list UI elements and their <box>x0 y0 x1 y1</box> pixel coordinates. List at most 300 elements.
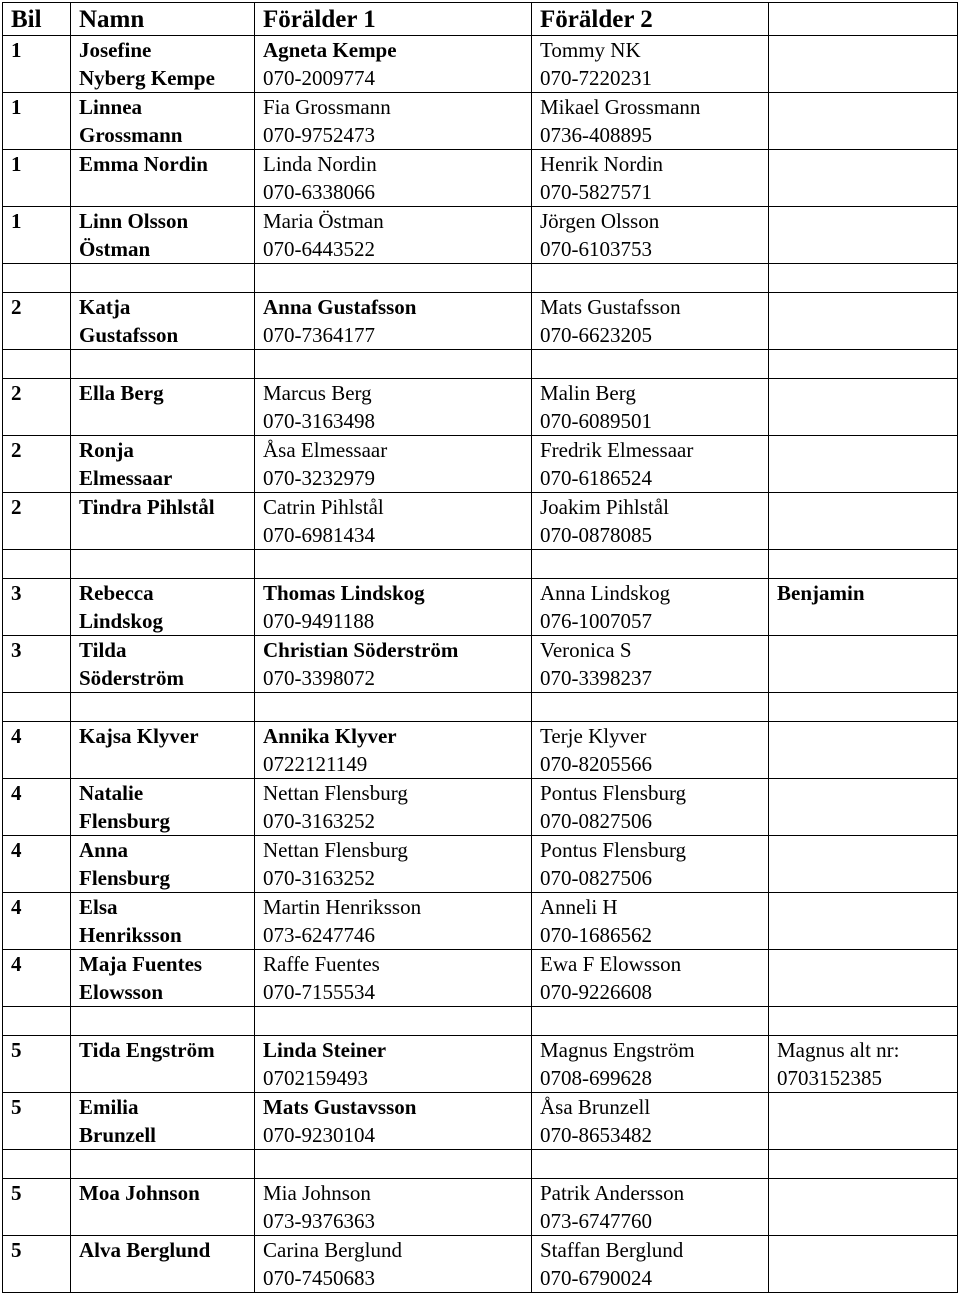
parent-1-cell-line-1: Raffe Fuentes <box>263 952 380 976</box>
bil-cell: 1 <box>3 93 71 150</box>
extra-cell <box>769 636 958 693</box>
name-cell-line-2: Elowsson <box>79 980 164 1004</box>
parent-1-cell <box>255 436 532 493</box>
extra-cell-line-2 <box>777 864 957 892</box>
spacer-row <box>3 350 958 379</box>
table-row <box>3 207 958 264</box>
parent-2-cell-line-1: Pontus Flensburg <box>540 838 687 862</box>
parent-1-cell <box>255 93 532 150</box>
parent-1-cell-line-1: Mats Gustavsson <box>263 1095 417 1119</box>
parent-1-cell-line-2: 070-7450683 <box>263 1266 375 1290</box>
spacer-cell <box>255 1150 532 1179</box>
header-bil: Bil <box>3 3 71 36</box>
bil-cell: 2 <box>3 379 71 436</box>
parent-2-cell-line-1: Henrik Nordin <box>540 152 664 176</box>
parent-1-cell <box>255 1093 532 1150</box>
spacer-cell <box>3 550 71 579</box>
extra-cell-line-1 <box>777 1236 957 1264</box>
spacer-cell <box>532 264 769 293</box>
name-cell-line-1: Josefine <box>79 38 152 62</box>
extra-cell <box>769 36 958 93</box>
name-cell <box>71 293 255 350</box>
name-cell-line-1: Rebecca <box>79 581 154 605</box>
parent-1-cell <box>255 1179 532 1236</box>
parent-2-cell <box>532 36 769 93</box>
extra-cell <box>769 893 958 950</box>
parent-2-cell <box>532 207 769 264</box>
extra-cell-line-1: Magnus alt nr: <box>777 1038 900 1062</box>
header-row <box>3 3 958 36</box>
spacer-cell <box>769 1007 958 1036</box>
spacer-cell <box>532 693 769 722</box>
parent-2-cell <box>532 1236 769 1293</box>
bil-cell: 5 <box>3 1179 71 1236</box>
parent-1-cell-line-2: 070-7364177 <box>263 323 375 347</box>
name-cell <box>71 636 255 693</box>
spacer-cell <box>769 1150 958 1179</box>
name-cell-line-2 <box>79 1207 254 1235</box>
name-cell-line-1: Linn Olsson <box>79 209 189 233</box>
name-cell-line-2: Söderström <box>79 666 184 690</box>
parent-1-cell <box>255 836 532 893</box>
parent-2-cell-line-2: 070-6103753 <box>540 237 652 261</box>
name-cell-line-2: Östman <box>79 237 151 261</box>
name-cell <box>71 436 255 493</box>
table-row <box>3 836 958 893</box>
extra-cell-line-2 <box>777 664 957 692</box>
name-cell-line-2: Flensburg <box>79 866 171 890</box>
parent-2-cell <box>532 150 769 207</box>
name-cell-line-1: Kajsa Klyver <box>79 724 199 748</box>
extra-cell <box>769 493 958 550</box>
extra-cell-line-2 <box>777 178 957 206</box>
name-cell-line-1: Maja Fuentes <box>79 952 203 976</box>
parent-2-cell-line-2: 0736-408895 <box>540 123 652 147</box>
parent-2-cell-line-2: 070-8205566 <box>540 752 652 776</box>
parent-1-cell <box>255 493 532 550</box>
parent-1-cell <box>255 636 532 693</box>
extra-cell-line-2 <box>777 607 957 635</box>
name-cell-line-2 <box>79 521 254 549</box>
spacer-cell <box>769 264 958 293</box>
spacer-cell <box>3 264 71 293</box>
name-cell-line-1: Emma Nordin <box>79 152 208 176</box>
table-row <box>3 1179 958 1236</box>
spacer-cell <box>255 550 532 579</box>
extra-cell-line-1 <box>777 636 957 664</box>
name-cell <box>71 779 255 836</box>
parent-2-cell-line-2: 070-6089501 <box>540 409 652 433</box>
name-cell-line-2: Henriksson <box>79 923 182 947</box>
spacer-cell <box>71 1150 255 1179</box>
table-row <box>3 36 958 93</box>
spacer-cell <box>769 693 958 722</box>
parent-1-cell-line-1: Fia Grossmann <box>263 95 391 119</box>
parent-2-cell-line-1: Anna Lindskog <box>540 581 671 605</box>
name-cell-line-2 <box>79 407 254 435</box>
extra-cell-line-2 <box>777 407 957 435</box>
parent-1-cell <box>255 893 532 950</box>
spacer-row <box>3 1007 958 1036</box>
extra-cell-line-1 <box>777 1093 957 1121</box>
spacer-cell <box>71 550 255 579</box>
table-row <box>3 1036 958 1093</box>
extra-cell <box>769 779 958 836</box>
parent-1-cell-line-1: Carina Berglund <box>263 1238 403 1262</box>
parent-1-cell-line-1: Mia Johnson <box>263 1181 371 1205</box>
extra-cell <box>769 579 958 636</box>
extra-cell-line-2 <box>777 64 957 92</box>
parent-2-cell <box>532 893 769 950</box>
parent-2-cell-line-1: Joakim Pihlstål <box>540 495 669 519</box>
spacer-cell <box>3 693 71 722</box>
spacer-cell <box>3 1150 71 1179</box>
spacer-cell <box>255 264 532 293</box>
spacer-cell <box>71 1007 255 1036</box>
bil-cell: 4 <box>3 722 71 779</box>
parent-2-cell-line-2: 070-6790024 <box>540 1266 652 1290</box>
parent-2-cell-line-1: Tommy NK <box>540 38 641 62</box>
extra-cell-line-2 <box>777 1121 957 1149</box>
parent-2-cell-line-2: 070-0827506 <box>540 809 652 833</box>
bil-cell: 4 <box>3 836 71 893</box>
name-cell <box>71 950 255 1007</box>
parent-2-cell <box>532 636 769 693</box>
parent-2-cell-line-2: 070-0827506 <box>540 866 652 890</box>
parent-1-cell-line-2: 070-3163252 <box>263 866 375 890</box>
table-row <box>3 950 958 1007</box>
extra-cell-line-2 <box>777 464 957 492</box>
name-cell <box>71 1036 255 1093</box>
parent-1-cell-line-1: Nettan Flensburg <box>263 781 408 805</box>
parent-2-cell-line-1: Jörgen Olsson <box>540 209 660 233</box>
name-cell-line-1: Tilda <box>79 638 127 662</box>
parent-2-cell-line-2: 070-9226608 <box>540 980 652 1004</box>
parent-2-cell-line-1: Patrik Andersson <box>540 1181 685 1205</box>
name-cell-line-2 <box>79 750 254 778</box>
table-row <box>3 93 958 150</box>
bil-cell: 3 <box>3 579 71 636</box>
parent-2-cell <box>532 950 769 1007</box>
parent-1-cell-line-2: 070-2009774 <box>263 66 375 90</box>
parent-1-cell <box>255 207 532 264</box>
extra-cell-line-1 <box>777 207 957 235</box>
bil-cell: 2 <box>3 493 71 550</box>
parent-2-cell-line-1: Malin Berg <box>540 381 636 405</box>
table-row <box>3 493 958 550</box>
extra-cell-line-1 <box>777 36 957 64</box>
parent-2-cell <box>532 722 769 779</box>
name-cell-line-2: Nyberg Kempe <box>79 66 215 90</box>
extra-cell-line-2 <box>777 921 957 949</box>
extra-cell-line-2 <box>777 235 957 263</box>
parent-1-cell <box>255 1236 532 1293</box>
parent-2-cell <box>532 779 769 836</box>
name-cell <box>71 493 255 550</box>
parent-1-cell-line-1: Linda Nordin <box>263 152 377 176</box>
spacer-row <box>3 1150 958 1179</box>
parent-1-cell-line-2: 070-3398072 <box>263 666 375 690</box>
parent-2-cell <box>532 93 769 150</box>
bil-cell: 1 <box>3 36 71 93</box>
spacer-cell <box>532 1150 769 1179</box>
parent-1-cell-line-2: 073-9376363 <box>263 1209 375 1233</box>
extra-cell-line-2 <box>777 750 957 778</box>
name-cell-line-2: Grossmann <box>79 123 183 147</box>
name-cell-line-1: Moa Johnson <box>79 1181 200 1205</box>
extra-cell-line-1 <box>777 950 957 978</box>
extra-cell-line-2 <box>777 1207 957 1235</box>
parent-2-cell <box>532 579 769 636</box>
parent-2-cell-line-2: 0708-699628 <box>540 1066 652 1090</box>
parent-1-cell-line-1: Agneta Kempe <box>263 38 397 62</box>
parent-2-cell <box>532 836 769 893</box>
name-cell <box>71 1093 255 1150</box>
parent-1-cell-line-1: Christian Söderström <box>263 638 459 662</box>
name-cell-line-1: Anna <box>79 838 129 862</box>
name-cell <box>71 150 255 207</box>
extra-cell-line-1 <box>777 150 957 178</box>
header-extra <box>769 3 958 36</box>
parent-1-cell <box>255 579 532 636</box>
name-cell-line-2: Brunzell <box>79 1123 156 1147</box>
parent-1-cell-line-1: Thomas Lindskog <box>263 581 425 605</box>
name-cell-line-1: Ella Berg <box>79 381 164 405</box>
parent-1-cell-line-2: 070-7155534 <box>263 980 375 1004</box>
parent-2-cell-line-1: Ewa F Elowsson <box>540 952 682 976</box>
parent-1-cell <box>255 293 532 350</box>
name-cell <box>71 836 255 893</box>
name-cell-line-1: Alva Berglund <box>79 1238 211 1262</box>
parent-2-cell-line-2: 070-1686562 <box>540 923 652 947</box>
parent-1-cell <box>255 150 532 207</box>
name-cell-line-1: Tindra Pihlstål <box>79 495 215 519</box>
name-cell <box>71 1179 255 1236</box>
parent-2-cell-line-1: Magnus Engström <box>540 1038 695 1062</box>
table-row <box>3 636 958 693</box>
table-row <box>3 379 958 436</box>
parent-1-cell-line-2: 0702159493 <box>263 1066 368 1090</box>
extra-cell <box>769 836 958 893</box>
name-cell-line-1: Katja <box>79 295 131 319</box>
bil-cell: 1 <box>3 150 71 207</box>
extra-cell <box>769 436 958 493</box>
table-row <box>3 1236 958 1293</box>
parent-2-cell-line-2: 070-7220231 <box>540 66 652 90</box>
parent-2-cell-line-2: 070-6623205 <box>540 323 652 347</box>
parent-2-cell <box>532 493 769 550</box>
extra-cell-line-1 <box>777 493 957 521</box>
table-row <box>3 293 958 350</box>
name-cell <box>71 93 255 150</box>
spacer-cell <box>532 1007 769 1036</box>
extra-cell <box>769 293 958 350</box>
spacer-row <box>3 550 958 579</box>
bil-cell: 4 <box>3 950 71 1007</box>
bil-cell: 1 <box>3 207 71 264</box>
table-body <box>3 36 958 1293</box>
name-cell-line-2: Lindskog <box>79 609 164 633</box>
extra-cell-line-1 <box>777 293 957 321</box>
bil-cell: 4 <box>3 779 71 836</box>
extra-cell <box>769 1179 958 1236</box>
parent-1-cell-line-2: 070-9752473 <box>263 123 375 147</box>
carpool-table <box>2 2 958 1293</box>
parent-2-cell <box>532 1179 769 1236</box>
spacer-cell <box>769 350 958 379</box>
name-cell <box>71 36 255 93</box>
spacer-cell <box>769 550 958 579</box>
bil-cell: 5 <box>3 1036 71 1093</box>
extra-cell <box>769 150 958 207</box>
header-foralder-2: Förälder 2 <box>532 3 769 36</box>
spacer-cell <box>3 350 71 379</box>
name-cell-line-2 <box>79 178 254 206</box>
parent-2-cell-line-1: Staffan Berglund <box>540 1238 684 1262</box>
extra-cell-line-2 <box>777 807 957 835</box>
name-cell-line-2: Gustafsson <box>79 323 179 347</box>
extra-cell-line-2 <box>777 1264 957 1292</box>
parent-1-cell-line-1: Martin Henriksson <box>263 895 422 919</box>
parent-2-cell-line-2: 070-6186524 <box>540 466 652 490</box>
parent-1-cell-line-1: Anna Gustafsson <box>263 295 417 319</box>
extra-cell <box>769 93 958 150</box>
parent-1-cell-line-1: Nettan Flensburg <box>263 838 408 862</box>
spacer-cell <box>71 264 255 293</box>
extra-cell <box>769 1036 958 1093</box>
spacer-cell <box>255 693 532 722</box>
extra-cell-line-2 <box>777 978 957 1006</box>
extra-cell <box>769 950 958 1007</box>
extra-cell <box>769 379 958 436</box>
parent-2-cell-line-1: Terje Klyver <box>540 724 647 748</box>
parent-1-cell-line-2: 0722121149 <box>263 752 368 776</box>
extra-cell-line-1 <box>777 722 957 750</box>
name-cell-line-2: Flensburg <box>79 809 171 833</box>
table-row <box>3 1093 958 1150</box>
parent-2-cell-line-2: 073-6747760 <box>540 1209 652 1233</box>
header-namn: Namn <box>71 3 255 36</box>
extra-cell-line-2 <box>777 321 957 349</box>
spacer-cell <box>255 350 532 379</box>
parent-2-cell-line-1: Mikael Grossmann <box>540 95 701 119</box>
extra-cell-line-1 <box>777 436 957 464</box>
parent-1-cell-line-2: 070-6338066 <box>263 180 375 204</box>
spacer-cell <box>532 550 769 579</box>
parent-1-cell <box>255 1036 532 1093</box>
table-row <box>3 779 958 836</box>
spacer-row <box>3 264 958 293</box>
parent-2-cell-line-1: Pontus Flensburg <box>540 781 687 805</box>
table-row <box>3 893 958 950</box>
parent-1-cell-line-2: 070-3163498 <box>263 409 375 433</box>
parent-1-cell-line-2: 070-9230104 <box>263 1123 375 1147</box>
parent-1-cell-line-2: 070-9491188 <box>263 609 375 633</box>
parent-1-cell-line-2: 073-6247746 <box>263 923 375 947</box>
parent-2-cell-line-2: 070-5827571 <box>540 180 652 204</box>
parent-1-cell <box>255 722 532 779</box>
parent-1-cell-line-2: 070-3163252 <box>263 809 375 833</box>
parent-2-cell <box>532 293 769 350</box>
name-cell-line-1: Ronja <box>79 438 134 462</box>
name-cell-line-1: Natalie <box>79 781 144 805</box>
extra-cell <box>769 1236 958 1293</box>
parent-2-cell-line-1: Veronica S <box>540 638 632 662</box>
spacer-cell <box>3 1007 71 1036</box>
extra-cell-line-1 <box>777 379 957 407</box>
extra-cell-line-2: 0703152385 <box>777 1066 882 1090</box>
extra-cell-line-2 <box>777 521 957 549</box>
extra-cell <box>769 722 958 779</box>
parent-2-cell <box>532 1036 769 1093</box>
parent-1-cell-line-1: Åsa Elmessaar <box>263 438 388 462</box>
parent-1-cell-line-2: 070-6981434 <box>263 523 375 547</box>
extra-cell-line-1 <box>777 93 957 121</box>
parent-2-cell <box>532 436 769 493</box>
extra-cell-line-1: Benjamin <box>777 581 865 605</box>
spacer-row <box>3 693 958 722</box>
parent-2-cell-line-2: 076-1007057 <box>540 609 652 633</box>
parent-2-cell-line-1: Åsa Brunzell <box>540 1095 651 1119</box>
table-row <box>3 436 958 493</box>
table-row <box>3 150 958 207</box>
parent-1-cell <box>255 950 532 1007</box>
parent-1-cell-line-2: 070-6443522 <box>263 237 375 261</box>
bil-cell: 2 <box>3 436 71 493</box>
spacer-cell <box>71 350 255 379</box>
parent-2-cell <box>532 1093 769 1150</box>
name-cell-line-1: Elsa <box>79 895 118 919</box>
extra-cell-line-1 <box>777 836 957 864</box>
parent-1-cell-line-2: 070-3232979 <box>263 466 375 490</box>
extra-cell-line-1 <box>777 893 957 921</box>
extra-cell-line-2 <box>777 121 957 149</box>
table-row <box>3 579 958 636</box>
name-cell-line-2 <box>79 1064 254 1092</box>
parent-1-cell-line-1: Maria Östman <box>263 209 384 233</box>
parent-2-cell-line-2: 070-3398237 <box>540 666 652 690</box>
name-cell <box>71 579 255 636</box>
extra-cell-line-1 <box>777 779 957 807</box>
parent-2-cell-line-1: Fredrik Elmessaar <box>540 438 694 462</box>
bil-cell: 5 <box>3 1093 71 1150</box>
parent-1-cell-line-1: Linda Steiner <box>263 1038 387 1062</box>
spacer-cell <box>71 693 255 722</box>
name-cell-line-1: Emilia <box>79 1095 139 1119</box>
name-cell <box>71 1236 255 1293</box>
parent-1-cell <box>255 779 532 836</box>
bil-cell: 4 <box>3 893 71 950</box>
parent-2-cell-line-1: Anneli H <box>540 895 618 919</box>
name-cell <box>71 379 255 436</box>
table-row <box>3 722 958 779</box>
spacer-cell <box>255 1007 532 1036</box>
parent-2-cell <box>532 379 769 436</box>
extra-cell <box>769 1093 958 1150</box>
extra-cell-line-1 <box>777 1179 957 1207</box>
parent-1-cell <box>255 36 532 93</box>
name-cell-line-1: Linnea <box>79 95 143 119</box>
name-cell-line-1: Tida Engström <box>79 1038 215 1062</box>
name-cell-line-2 <box>79 1264 254 1292</box>
spacer-cell <box>532 350 769 379</box>
parent-2-cell-line-2: 070-8653482 <box>540 1123 652 1147</box>
parent-1-cell-line-1: Marcus Berg <box>263 381 372 405</box>
name-cell <box>71 207 255 264</box>
bil-cell: 2 <box>3 293 71 350</box>
extra-cell <box>769 207 958 264</box>
parent-1-cell <box>255 379 532 436</box>
